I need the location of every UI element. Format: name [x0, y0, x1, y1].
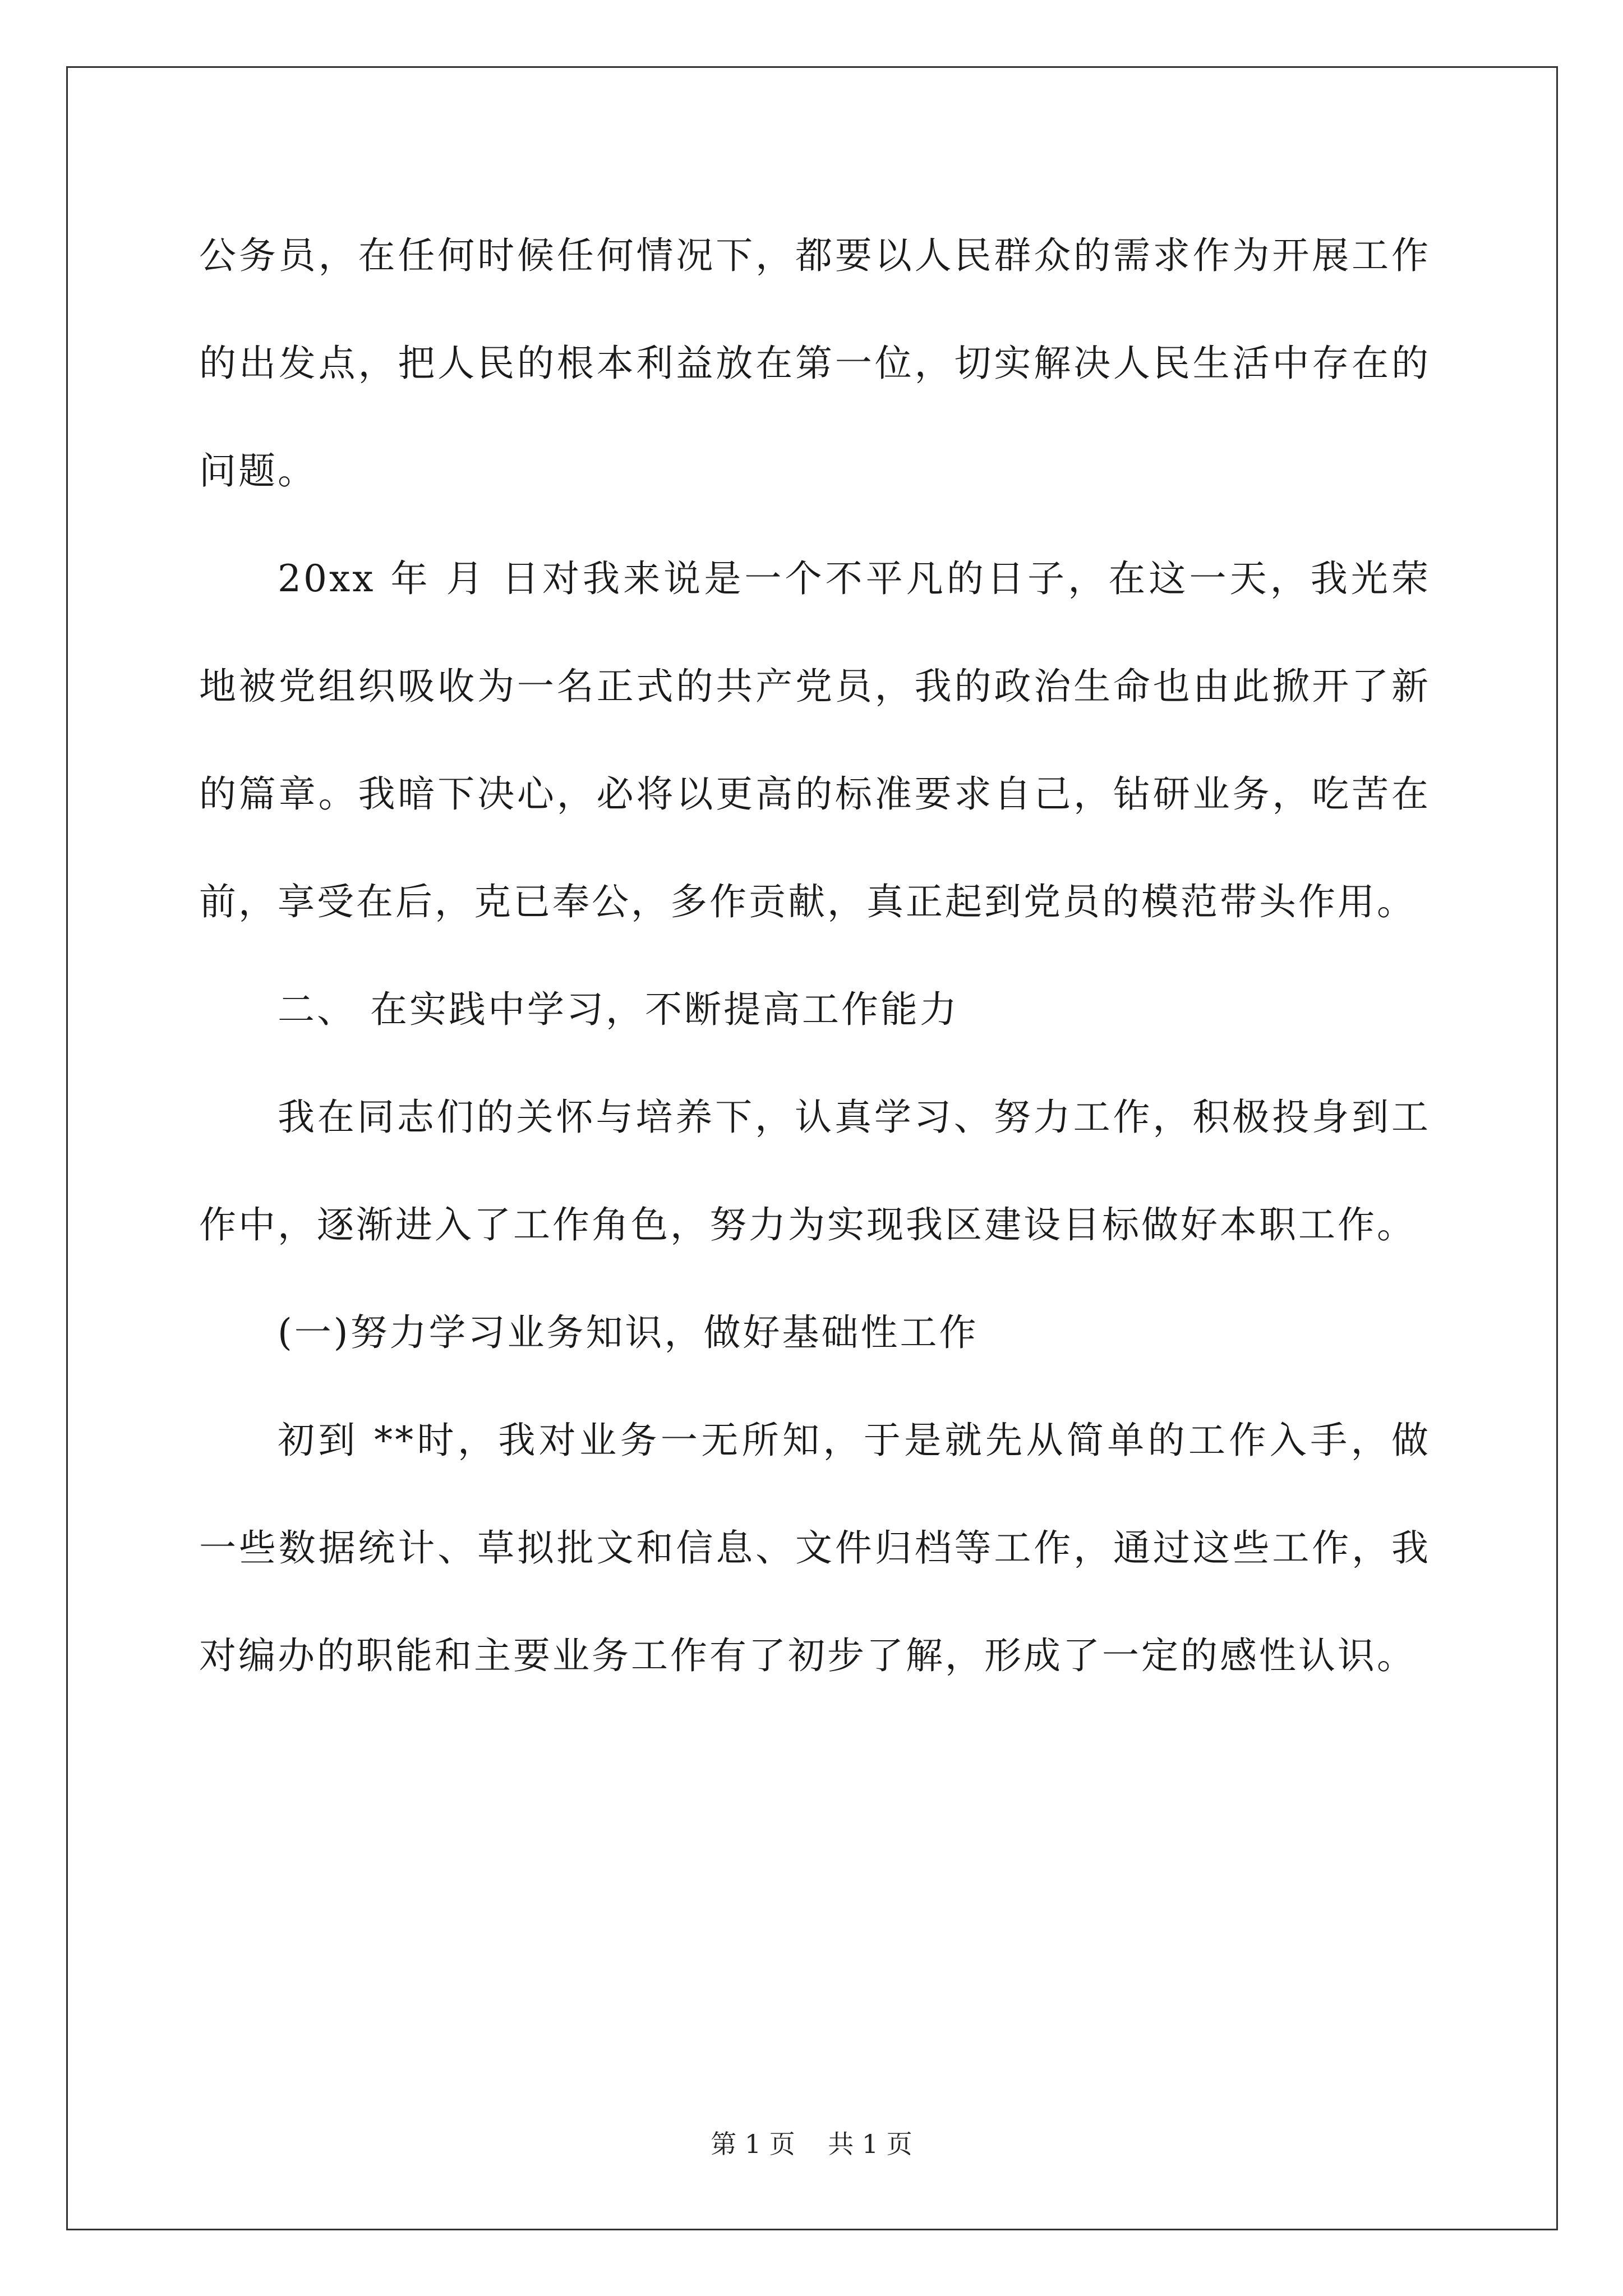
paragraph-6: 初到 **时，我对业务一无所知，于是就先从简单的工作入手，做一些数据统计、草拟批文和信息、文件归档等工作，通过这些工作，我对编办的职能和主要业务工作有了初步了解，形成了一定的感性认识。 [199, 1419, 1431, 1677]
paragraph-2: 20xx 年 月 日对我来说是一个不平凡的日子，在这一天，我光荣地被党组织吸收为一名正式的共产党员，我的政治生命也由此掀开了新的篇章。我暗下决心，必将以更高的标准要求自己，钻研业务，吃苦在前，享受在后，克已奉公，多作贡献，真正起到党员的模范带头作用。 [199, 557, 1431, 923]
paragraph-1: 公务员，在任何时候任何情况下，都要以人民群众的需求作为开展工作的出发点，把人民的根本利益放在第一位，切实解决人民生活中存在的问题。 [199, 234, 1431, 493]
page-number-label: 第 1 页 共 1 页 [711, 2129, 912, 2159]
document-body [199, 202, 1431, 1710]
section-heading-2: 二、 在实践中学习，不断提高工作能力 [278, 988, 959, 1031]
subsection-heading-1: (一)努力学习业务知识，做好基础性工作 [278, 1311, 979, 1354]
page-footer [0, 2124, 1623, 2161]
paragraph-4: 我在同志们的关怀与培养下，认真学习、努力工作，积极投身到工作中，逐渐进入了工作角色，努力为实现我区建设目标做好本职工作。 [199, 1096, 1431, 1246]
